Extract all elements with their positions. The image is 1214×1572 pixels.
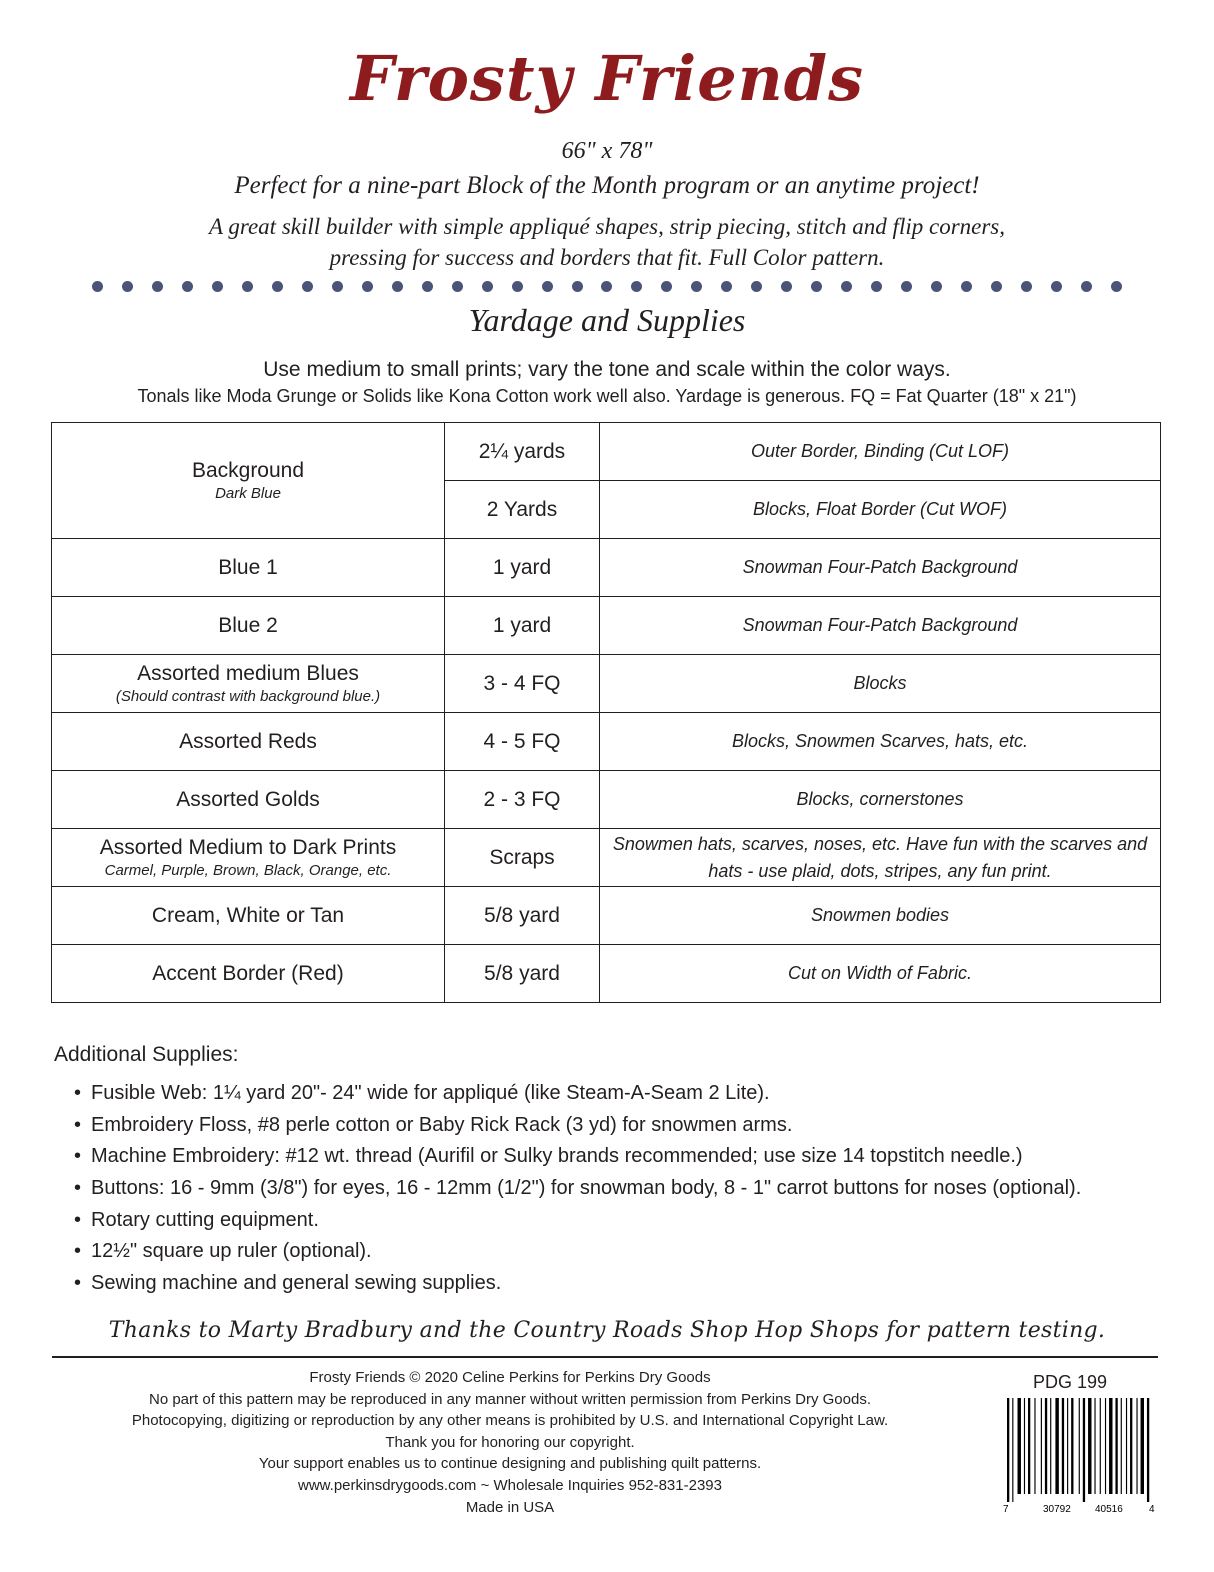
dotted-divider [92, 280, 1122, 292]
barcode-digits: 40516 [1095, 1504, 1123, 1515]
divider-dot [841, 281, 852, 292]
fabric-quantity: 2 Yards [445, 481, 600, 539]
supply-item: • Machine Embroidery: #12 wt. thread (Aurifil or Sulky brands recommended; use size 14 topstitch needle.) [74, 1141, 1184, 1173]
divider-dot [991, 281, 1002, 292]
divider-dot [242, 281, 253, 292]
footer-line: Frosty Friends © 2020 Celine Perkins for Perkins Dry Goods [309, 1369, 711, 1386]
fabric-name-cell [52, 771, 445, 829]
barcode-bar [1088, 1398, 1091, 1494]
barcode-bar [1130, 1398, 1132, 1494]
quilt-size: 66" x 78" [561, 138, 653, 164]
divider-dot [961, 281, 972, 292]
supplies-list [74, 1078, 1184, 1300]
thanks-note: Thanks to Marty Bradbury and the Country Roads Shop Hop Shops for pattern testing. [108, 1318, 1106, 1343]
divider-dot [1081, 281, 1092, 292]
supply-item: • Buttons: 16 - 9mm (3/8") for eyes, 16 - 12mm (1/2") for snowman body, 8 - 1" carrot buttons for noses (optional). [74, 1173, 1184, 1205]
table-row [52, 771, 1161, 829]
fabric-name: Blue 1 [218, 555, 278, 579]
table-row [52, 423, 1161, 481]
divider-dot [152, 281, 163, 292]
fabric-use: Snowmen bodies [600, 887, 1161, 945]
barcode-bar [1045, 1398, 1047, 1494]
divider-dot [182, 281, 193, 292]
table-row [52, 713, 1161, 771]
supply-item: • Sewing machine and general sewing supplies. [74, 1268, 1184, 1300]
barcode-digits: 4 [1149, 1504, 1155, 1515]
barcode-bar [1141, 1398, 1144, 1494]
fabric-quantity: 1 yard [445, 539, 600, 597]
divider-dot [781, 281, 792, 292]
fabric-name: Assorted Reds [179, 729, 317, 753]
barcode-bar [1041, 1398, 1042, 1494]
barcode-bar [1094, 1398, 1095, 1494]
intro-line-1: Use medium to small prints; vary the tone and scale within the color ways. [263, 358, 951, 381]
fabric-name-cell [52, 423, 445, 539]
divider-dot [302, 281, 313, 292]
fabric-quantity: 1 yard [445, 597, 600, 655]
barcode-bar [1071, 1398, 1073, 1494]
barcode-bar [1136, 1398, 1137, 1494]
fabric-name-cell [52, 655, 445, 713]
fabric-name-cell [52, 945, 445, 1003]
table-row [52, 829, 1161, 887]
fabric-use: Blocks, Snowmen Scarves, hats, etc. [600, 713, 1161, 771]
divider-dot [512, 281, 523, 292]
fabric-use: Snowman Four-Patch Background [600, 597, 1161, 655]
divider-dot [572, 281, 583, 292]
description-line-2: pressing for success and borders that fit. Full Color pattern. [329, 245, 885, 270]
barcode-bar [1147, 1398, 1149, 1502]
barcode-digits: 7 [1003, 1504, 1009, 1515]
table-row [52, 655, 1161, 713]
barcode-bar [1034, 1398, 1035, 1494]
fabric-name: Background [191, 459, 305, 482]
fabric-quantity: 3 - 4 FQ [445, 655, 600, 713]
divider-dot [392, 281, 403, 292]
fabric-use: Outer Border, Binding (Cut LOF) [600, 423, 1161, 481]
divider-dot [212, 281, 223, 292]
divider-dot [92, 281, 103, 292]
divider-dot [901, 281, 912, 292]
footer-line: www.perkinsdrygoods.com ~ Wholesale Inquiries 952-831-2393 [298, 1476, 722, 1494]
barcode-bar [1105, 1398, 1106, 1494]
section-title: Yardage and Supplies [468, 302, 746, 338]
barcode-bar [1100, 1398, 1101, 1494]
divider-dot [1051, 281, 1062, 292]
additional-supplies-title: Additional Supplies: [54, 1043, 239, 1066]
yardage-table [51, 422, 1161, 1003]
footer-line: No part of this pattern may be reproduced in any manner without written permission from Perkins Dry Goods. [149, 1390, 871, 1408]
barcode-bar [1109, 1398, 1112, 1494]
divider-dot [631, 281, 642, 292]
barcode-bar [1055, 1398, 1058, 1494]
barcode-bar [1012, 1398, 1013, 1502]
tagline: Perfect for a nine-part Block of the Month program or an anytime project! [234, 172, 980, 199]
fabric-name: Blue 2 [218, 613, 278, 637]
intro-line-2: Tonals like Moda Grunge or Solids like Kona Cotton work well also. Yardage is generous. FQ = Fat Quarter (18" x 21") [137, 386, 1077, 406]
copyright-footer [60, 1367, 960, 1518]
fabric-name-cell [52, 887, 445, 945]
fabric-name-cell [52, 539, 445, 597]
divider-dot [1111, 281, 1122, 292]
divider-dot [661, 281, 672, 292]
barcode-bar [1050, 1398, 1051, 1494]
fabric-quantity: 5/8 yard [445, 887, 600, 945]
fabric-name: Assorted Golds [176, 787, 320, 811]
barcode-bar [1067, 1398, 1068, 1494]
pattern-code: PDG 199 [1033, 1372, 1108, 1392]
divider-dot [452, 281, 463, 292]
footer-line: Photocopying, digitizing or reproduction by any other means is prohibited by U.S. and International Copyright Law. [131, 1412, 889, 1430]
fabric-use: Snowman Four-Patch Background [600, 539, 1161, 597]
description [0, 211, 1214, 273]
barcode-bar [1126, 1398, 1127, 1494]
footer-line: Made in USA [465, 1498, 555, 1516]
fabric-use: Blocks [600, 655, 1161, 713]
supply-item: • Fusible Web: 1¼ yard 20"- 24" wide for appliqué (like Steam-A-Seam 2 Lite). [74, 1078, 1184, 1110]
divider-dot [691, 281, 702, 292]
fabric-name: Assorted Medium to Dark Prints [99, 836, 397, 859]
barcode [1003, 1398, 1155, 1518]
divider-dot [422, 281, 433, 292]
supply-item: • 12½" square up ruler (optional). [74, 1236, 1184, 1268]
barcode-bar [1121, 1398, 1122, 1494]
fabric-quantity: Scraps [445, 829, 600, 887]
fabric-quantity: 2¼ yards [445, 423, 600, 481]
divider-dot [811, 281, 822, 292]
barcode-bar [1028, 1398, 1030, 1494]
divider-dot [332, 281, 343, 292]
divider-dot [931, 281, 942, 292]
table-row [52, 945, 1161, 1003]
supply-item: • Embroidery Floss, #8 perle cotton or Baby Rick Rack (3 yd) for snowmen arms. [74, 1110, 1184, 1142]
fabric-name-cell [52, 829, 445, 887]
fabric-quantity: 2 - 3 FQ [445, 771, 600, 829]
fabric-note: (Should contrast with background blue.) [115, 688, 381, 705]
fabric-name: Accent Border (Red) [152, 961, 344, 985]
pattern-title: Frosty Friends [349, 42, 865, 115]
description-line-1: A great skill builder with simple appliqué shapes, strip piecing, stitch and flip corners, [208, 214, 1005, 239]
divider-dot [272, 281, 283, 292]
fabric-use: Blocks, Float Border (Cut WOF) [600, 481, 1161, 539]
fabric-use: Blocks, cornerstones [600, 771, 1161, 829]
fabric-use: Snowmen hats, scarves, noses, etc. Have fun with the scarves and hats - use plaid, dots, stripes, any fun print. [600, 829, 1161, 887]
divider-dot [122, 281, 133, 292]
divider-dot [482, 281, 493, 292]
supply-item: • Rotary cutting equipment. [74, 1205, 1184, 1237]
divider-dot [601, 281, 612, 292]
fabric-quantity: 5/8 yard [445, 945, 600, 1003]
fabric-name-cell [52, 713, 445, 771]
fabric-name: Cream, White or Tan [151, 903, 345, 927]
fabric-note: Dark Blue [215, 485, 281, 502]
table-row [52, 597, 1161, 655]
footer-line: Thank you for honoring our copyright. [385, 1433, 635, 1451]
divider-dot [871, 281, 882, 292]
divider-dot [542, 281, 553, 292]
divider-dot [1021, 281, 1032, 292]
fabric-name: Assorted medium Blues [137, 662, 359, 685]
table-row [52, 887, 1161, 945]
divider-dot [751, 281, 762, 292]
fabric-use: Cut on Width of Fabric. [600, 945, 1161, 1003]
fabric-note: Carmel, Purple, Brown, Black, Orange, etc. [104, 862, 392, 879]
divider-dot [721, 281, 732, 292]
barcode-bar [1007, 1398, 1009, 1502]
barcode-bar [1115, 1398, 1117, 1494]
barcode-bar [1024, 1398, 1025, 1494]
divider-dot [362, 281, 373, 292]
table-row [52, 539, 1161, 597]
fabric-quantity: 4 - 5 FQ [445, 713, 600, 771]
fabric-name-cell [52, 597, 445, 655]
barcode-bar [1079, 1398, 1080, 1494]
barcode-bar [1062, 1398, 1064, 1494]
barcode-digits: 30792 [1043, 1504, 1071, 1515]
footer-divider [52, 1356, 1158, 1358]
barcode-bar [1018, 1398, 1021, 1494]
barcode-bar [1083, 1398, 1085, 1502]
footer-line: Your support enables us to continue designing and publishing quilt patterns. [258, 1455, 762, 1473]
